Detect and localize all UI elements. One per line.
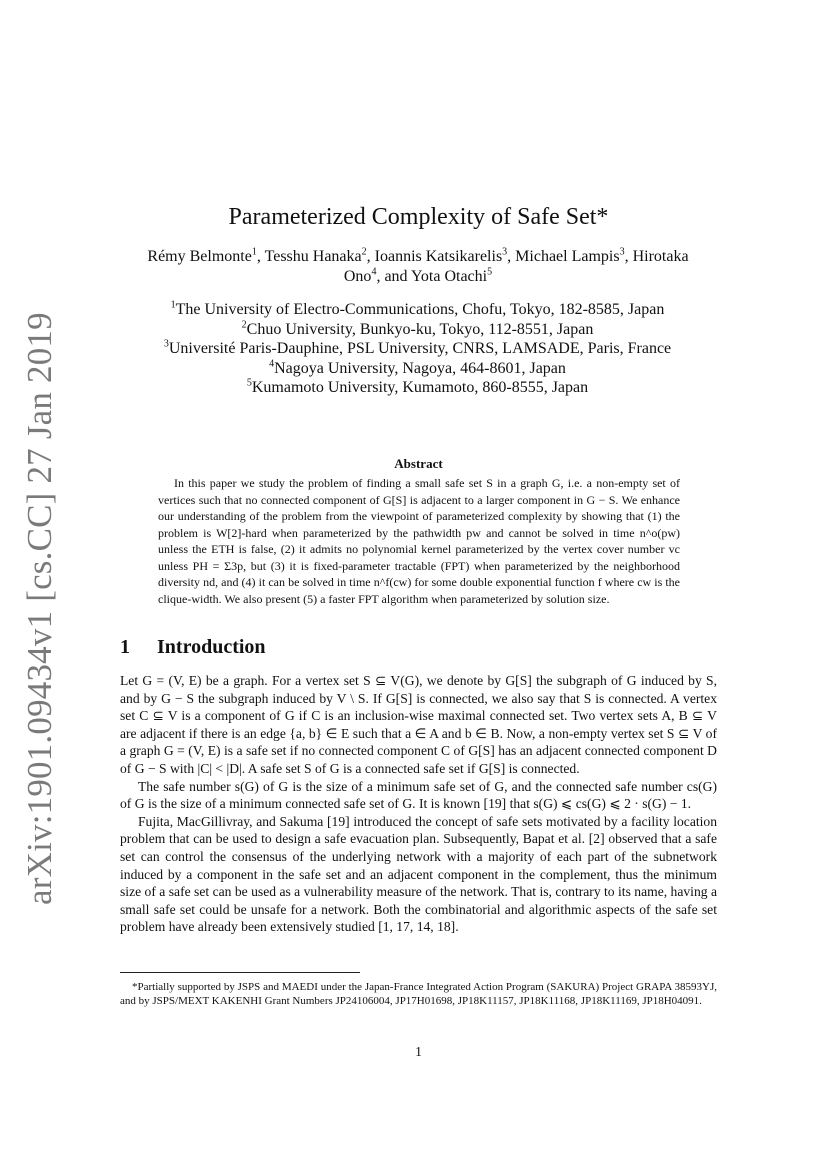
author-line — [118, 267, 718, 287]
abstract-text: In this paper we study the problem of finding a small safe set S in a graph G, i.e. a non-empty set of vertices such that no connected component of G[S] is adjacent to a larger component in G − S. We enhance our understanding of the problem from the viewpoint of parameterized complexity by showing that (1) the problem is W[2]-hard when parameterized by the pathwidth pw and cannot be solved in time n^o(pw) unless the ETH is false, (2) it admits no polynomial kernel parameterized by the vertex cover number vc unless PH = Σ3p, but (3) it is fixed-parameter tractable (FPT) when parameterized by the neighborhood diversity nd, and (4) it can be solved in time n^f(cw) for some double exponential function f where cw is the clique-width. We also present (5) a faster FPT algorithm when parameterized by solution size. — [158, 476, 680, 606]
section-number: 1 — [120, 636, 130, 658]
author-separator: , — [256, 248, 265, 265]
paragraph: The safe number s(G) of G is the size of a minimum safe set of G, and the connected safe number cs(G) of G is the size of a minimum connected safe set of G. It is known [19] that s(G) ⩽ cs(G) ⩽ 2 · s(G) − 1. — [120, 778, 717, 812]
affiliation-mark: 2 — [361, 246, 367, 258]
affiliation-text: Kumamoto University, Kumamoto, 860-8555, Japan — [251, 379, 589, 396]
affiliation — [100, 359, 735, 379]
footnote: *Partially supported by JSPS and MAEDI under the Japan-France Integrated Action Program (SAKURA) Project GRAPA 38593YJ, and by JSPS/MEXT KAKENHI Grant Numbers JP24106004, JP17H01698, JP18K11157, JP18K11168, JP18K11169, JP18H04091. — [120, 981, 717, 1007]
author-name: Tesshu Hanaka — [264, 248, 362, 265]
affiliation-text: The University of Electro-Communications, Chofu, Tokyo, 182-8585, Japan — [175, 301, 665, 318]
arxiv-identifier-stamp: arXiv:1901.09434v1 [cs.CC] 27 Jan 2019 — [20, 312, 59, 905]
affiliation-list — [100, 300, 735, 398]
author-separator: , — [366, 248, 375, 265]
author-name: Hirotaka — [632, 248, 689, 265]
author-list — [118, 247, 718, 287]
footnote-divider — [120, 972, 360, 973]
affiliation-mark: 3 — [502, 246, 508, 258]
paper-title: Parameterized Complexity of Safe Set* — [228, 204, 609, 230]
page-number: 1 — [415, 1044, 422, 1059]
paragraph: Let G = (V, E) be a graph. For a vertex set S ⊆ V(G), we denote by G[S] the subgraph of G induced by S, and by G − S the subgraph induced by V \ S. If G[S] is connected, we also say that S is connected. A vertex set C ⊆ V is a component of G if C is an inclusion-wise maximal connected set. Two vertex sets A, B ⊆ V are adjacent if there is an edge {a, b} ∈ E such that a ∈ A and b ∈ B. Now, a non-empty vertex set S ⊆ V of a graph G = (V, E) is a safe set if no connected component C of G[S] has an adjacent connected component D of G − S with |C| < |D|. A safe set S of G is a connected safe set if G[S] is connected. — [120, 673, 717, 776]
author-name: Ioannis Katsikarelis — [374, 248, 503, 265]
affiliation-mark: 5 — [487, 266, 493, 278]
author-name: Michael Lampis — [515, 248, 620, 265]
affiliation-mark: 1 — [251, 246, 257, 258]
affiliation-text: Université Paris-Dauphine, PSL University, CNRS, LAMSADE, Paris, France — [168, 340, 672, 357]
affiliation-mark: 4 — [269, 358, 275, 370]
author-separator: , — [624, 248, 633, 265]
affiliation-text: Chuo University, Bunkyo-ku, Tokyo, 112-8551, Japan — [246, 320, 594, 338]
section-heading — [120, 634, 717, 660]
affiliation-mark: 4 — [371, 266, 377, 278]
paragraph: Fujita, MacGillivray, and Sakuma [19] introduced the concept of safe sets motivated by a facility location problem that can be used to design a safe evacuation plan. Subsequently, Bapat et al. [2] observed that a safe set can control the consensus of the underlying network with a majority of each part of the subnetwork induced by a component in the safe set and an adjacent component in the complement, thus the minimum size of a safe set can be used as a vulnerability measure of the network. That is, contrary to its name, having a small safe set could be unsafe for a network. Both the combinatorial and algorithmic aspects of the safe set problem have already been extensively studied [1, 17, 14, 18]. — [120, 813, 717, 935]
section-title: Introduction — [157, 636, 266, 658]
affiliation-mark: 3 — [163, 338, 169, 350]
author-separator: , and — [376, 268, 411, 285]
affiliation-mark: 1 — [170, 299, 176, 311]
affiliation — [100, 339, 735, 359]
author-name: Yota Otachi — [410, 268, 488, 285]
author-name: Ono — [343, 268, 372, 285]
affiliation — [100, 300, 735, 320]
introduction-body — [120, 672, 717, 936]
author-separator: , — [507, 248, 516, 265]
author-line — [118, 247, 718, 267]
author-name: Rémy Belmonte — [147, 248, 252, 265]
affiliation — [100, 378, 735, 398]
affiliation-mark: 5 — [246, 377, 252, 389]
abstract-heading: Abstract — [394, 456, 443, 471]
affiliation-mark: 3 — [619, 246, 625, 258]
affiliation-mark: 2 — [241, 319, 247, 331]
affiliation-text: Nagoya University, Nagoya, 464-8601, Japan — [274, 359, 566, 377]
affiliation — [100, 320, 735, 340]
